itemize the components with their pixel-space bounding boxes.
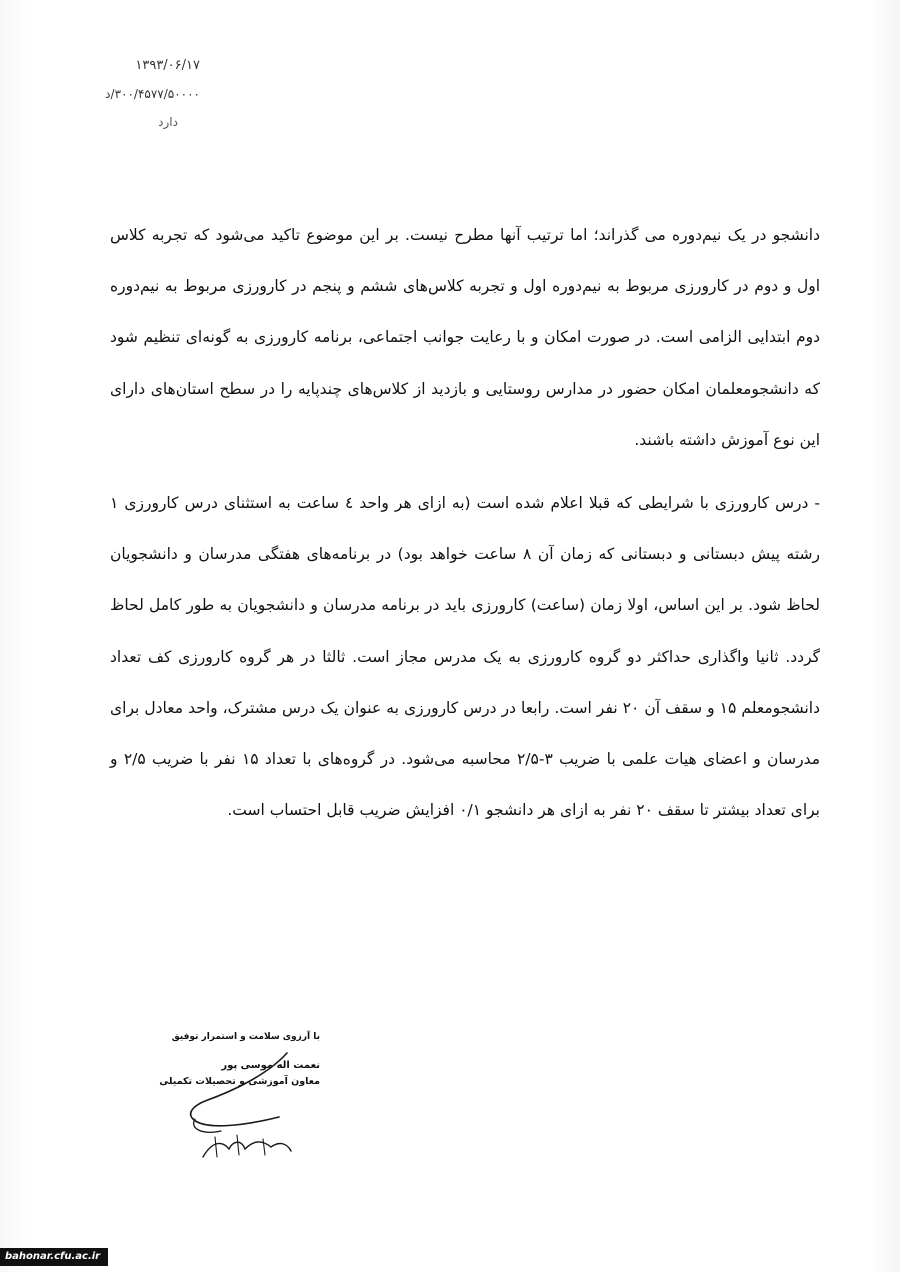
closing-greeting: با آرزوی سلامت و استمرار توفیق	[171, 1032, 320, 1042]
letter-header-meta	[60, 52, 200, 136]
letter-attachment: دارد	[158, 115, 178, 129]
letter-date: ۱۳۹۳/۰۶/۱۷	[135, 58, 200, 73]
body-paragraph-1: دانشجو در یک نیم‌دوره می گذراند؛ اما ترتیب آنها مطرح نیست. بر این موضوع تاکید می‌شود که تجربه کلاس اول و دوم در کارورزی مربوط به نیم‌دوره اول و تجربه کلاس‌های ششم و پنجم در کارورزی مربوط به نیم‌دوره دوم ابتدایی الزامی است. در صورت امکان و با رعایت جوانب اجتماعی، برنامه کارورزی به گونه‌ای تنظیم شود که دانشجومعلمان امکان حضور در مدارس روستایی و بازدید از کلاس‌های چندپایه را در سطح استان‌های دارای این نوع آموزش داشته باشند.	[110, 226, 820, 449]
letter-closing	[150, 1030, 320, 1090]
signer-name: نعمت اله موسی پور	[221, 1060, 320, 1071]
letter-body	[110, 210, 820, 836]
body-paragraph-2: - درس کارورزی با شرایطی که قبلا اعلام شده است (به ازای هر واحد ٤ ساعت به استثنای درس کارورزی ۱ رشته پیش دبستانی و دبستانی که زمان آن ۸ ساعت خواهد بود) در برنامه‌های هفتگی مدرسان و دانشجویان لحاظ شود. بر این اساس، اولا زمان (ساعت) کارورزی باید در برنامه مدرسان و دانشجویان به طور کامل لحاظ گردد. ثانیا واگذاری حداکثر دو گروه کارورزی به یک مدرس مجاز است. ثالثا در هر گروه کارورزی کف تعداد دانشجومعلم ۱۵ و سقف آن ۲۰ نفر است. رابعا در درس کارورزی به عنوان یک درس مشترک، واحد معادل برای مدرسان و اعضای هیات علمی با ضریب ۳-۲/۵ محاسبه می‌شود. در گروه‌های با تعداد ۱۵ نفر با ضریب ۲/۵ و برای تعداد بیشتر تا سقف ۲۰ نفر به ازای هر دانشجو ۰/۱ افزایش ضریب قابل احتساب است.	[110, 494, 821, 820]
site-watermark: bahonar.cfu.ac.ir	[0, 1248, 108, 1266]
signer-title: معاون آموزشی و تحصیلات تکمیلی	[159, 1076, 320, 1087]
letter-number: ۳۰۰/۴۵۷۷/۵۰۰۰۰/د	[105, 87, 200, 101]
